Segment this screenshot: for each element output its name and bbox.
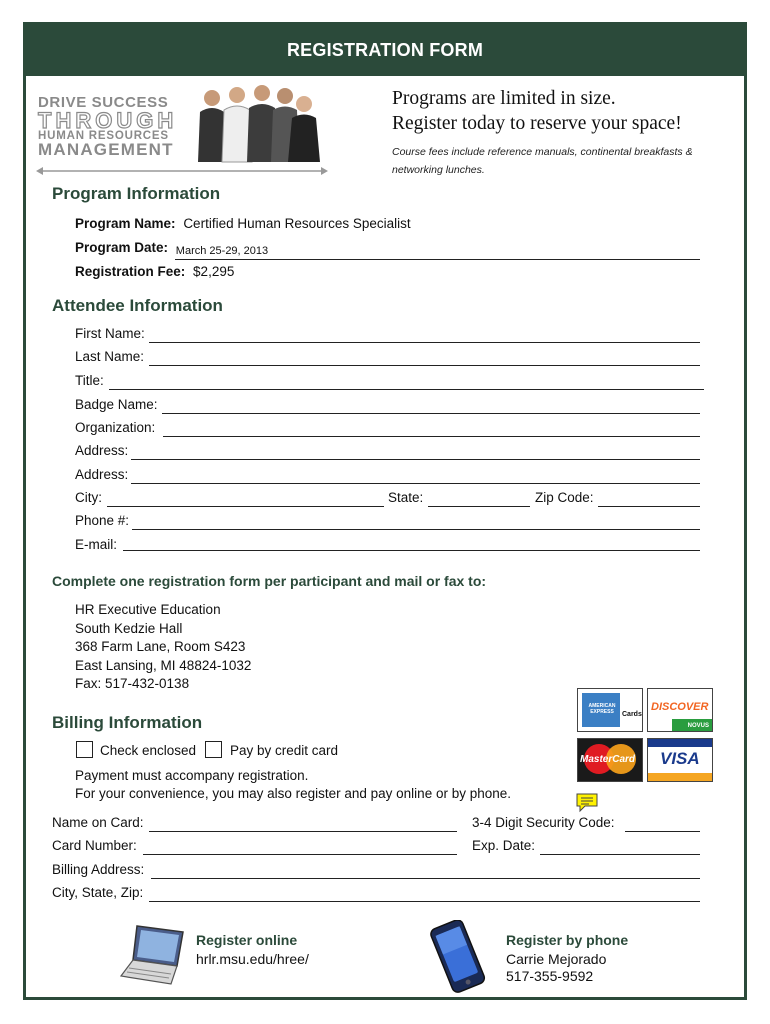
program-name-value: Certified Human Resources Specialist [183,216,411,231]
billing-address-field[interactable] [151,878,700,879]
title-field[interactable] [109,389,704,390]
name-on-card-field[interactable] [149,831,457,832]
form-title: REGISTRATION FORM [23,22,747,76]
register-phone-heading: Register by phone [506,932,629,948]
registration-fee-row [75,264,234,279]
state-field[interactable] [428,506,530,507]
phone-field[interactable] [132,529,700,530]
title-label: Title: [75,373,104,388]
email-field[interactable] [123,550,700,551]
zip-code-field[interactable] [598,506,700,507]
address-2-field[interactable] [131,483,700,484]
organization-field[interactable] [163,436,700,437]
business-people-image [182,82,332,166]
promo-headline-1: Programs are limited in size. [392,88,616,109]
state-label: State: [388,490,424,505]
badge-name-label: Badge Name: [75,397,158,412]
billing-address-label: Billing Address: [52,862,145,877]
register-phone-number[interactable]: 517-355-9592 [506,968,594,984]
phone-label: Phone #: [75,513,130,528]
visa-logo [647,738,713,782]
register-phone-contact: Carrie Mejorado [506,951,607,967]
discover-logo [647,688,713,732]
first-name-label: First Name: [75,326,145,341]
attendee-info-heading: Attendee Information [52,296,223,315]
city-state-zip-field[interactable] [149,901,700,902]
mastercard-logo [577,738,643,782]
security-code-label: 3-4 Digit Security Code: [472,815,615,830]
promo-note: Course fees include reference manuals, continental breakfasts & networking lunches. [392,146,693,176]
mailing-address-line: 368 Farm Lane, Room S423 [75,639,246,655]
mail-instructions-heading: Complete one registration form per participant and mail or fax to: [52,573,487,589]
registration-fee-label: Registration Fee: [75,264,186,279]
badge-name-field[interactable] [162,413,700,414]
mailing-address-line: South Kedzie Hall [75,620,183,636]
discover-sub: NOVUS [687,723,709,729]
logo-line-3: HUMAN RESOURCES [38,130,169,142]
mailing-address [75,601,251,694]
registration-fee-value: $2,295 [193,264,235,279]
payment-note: Payment must accompany registration. [75,768,309,783]
organization-label: Organization: [75,420,156,435]
program-date-line [175,259,700,260]
city-field[interactable] [107,506,384,507]
accepted-cards [577,688,715,784]
card-number-label: Card Number: [52,838,137,853]
first-name-field[interactable] [149,342,700,343]
discover-text: DISCOVER [651,701,709,713]
pay-by-credit-card-label: Pay by credit card [230,743,339,758]
register-online-url[interactable]: hrlr.msu.edu/hree/ [196,951,309,967]
convenience-note: For your convenience, you may also register and pay online or by phone. [75,786,512,801]
pay-by-credit-card-checkbox[interactable] [205,741,222,758]
mastercard-text: MasterCard [580,754,636,765]
address-2-label: Address: [75,467,129,482]
laptop-icon [117,922,187,992]
promo-block [392,86,732,179]
check-enclosed-checkbox[interactable] [76,741,93,758]
logo-line-1: DRIVE SUCCESS [38,94,169,111]
visa-text: VISA [660,749,700,768]
smartphone-icon [423,920,493,994]
program-info-heading: Program Information [52,184,221,203]
address-1-field[interactable] [131,459,700,460]
check-enclosed-label: Check enclosed [100,743,197,758]
promo-headline-2: Register today to reserve your space! [392,113,682,134]
program-date-row [75,240,268,255]
decorative-arrow-line [36,166,328,176]
email-label: E-mail: [75,537,118,552]
register-online-heading: Register online [196,932,298,948]
exp-date-field[interactable] [540,854,700,855]
card-number-field[interactable] [143,854,457,855]
city-label: City: [75,490,102,505]
mailing-address-line: East Lansing, MI 48824-1032 [75,657,252,673]
program-date-value: March 25-29, 2013 [175,245,269,257]
amex-text: AMERICAN EXPRESS [588,703,616,715]
logo-line-2: THROUGH [38,108,178,133]
program-name-row [75,216,411,231]
last-name-label: Last Name: [75,349,145,364]
logo-line-4: MANAGEMENT [38,140,174,159]
city-state-zip-label: City, State, Zip: [52,885,144,900]
amex-logo [577,688,643,732]
exp-date-label: Exp. Date: [472,838,536,853]
program-name-label: Program Name: [75,216,176,231]
program-date-label: Program Date: [75,240,169,255]
security-code-field[interactable] [625,831,700,832]
last-name-field[interactable] [149,365,700,366]
zip-code-label: Zip Code: [535,490,594,505]
comment-icon[interactable] [575,793,599,813]
amex-sub: Cards [622,711,642,718]
mailing-address-line: HR Executive Education [75,602,221,617]
address-1-label: Address: [75,443,129,458]
billing-info-heading: Billing Information [52,713,203,732]
fax-number: Fax: 517-432-0138 [75,676,190,692]
name-on-card-label: Name on Card: [52,815,144,830]
